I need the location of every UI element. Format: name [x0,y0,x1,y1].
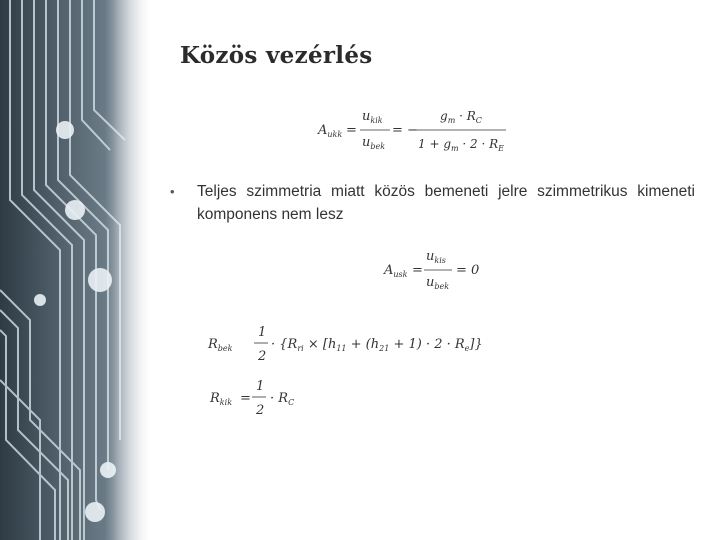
gain-diff-rhs-den-sub: m [451,144,459,153]
svg-text:1 + gm · 2 · RE [418,137,504,153]
svg-text:Ausk [383,263,408,279]
r-out-rhs-sub: C [288,398,295,407]
bullet-text: Teljes szimmetria miatt közös bemeneti jelre szimmetrikus kimeneti komponens nem lesz [197,183,695,223]
gain-diff-equation [318,106,518,158]
r-in-body3: + (h [346,337,380,352]
svg-text:Aukk [317,123,342,139]
bullet-marker: • [170,184,175,199]
gain-diff-rhs-num-sub: m [447,116,456,125]
r-in-body5: ]} [469,337,483,352]
r-in-body4: + 1) · 2 · R [389,337,465,352]
r-in-lhs-sub: bek [217,344,233,353]
gain-diff-den-sub: bek [370,142,386,151]
r-in-body: · {R [271,337,298,352]
r-in-body3-sub: 21 [379,344,390,353]
gain-common-num-sub: kis [434,256,446,265]
r-in-body-sub: ri [297,344,304,353]
svg-text:Rbek [207,337,233,353]
r-in-equation [208,324,483,370]
r-out-lhs: R [210,391,220,406]
r-in-frac-den: 2 [258,349,267,364]
gain-diff-eq: = [346,123,357,138]
svg-text:· {Rri × [h11 + (h21 + 1) · 2 [271,337,483,353]
gain-diff-rhs-den-rest-sub: E [498,144,504,153]
slide-title: Közös vezérlés [180,42,373,69]
r-out-equation [210,378,320,424]
gain-diff-den-u: u [362,135,371,150]
gain-common-rhs: = 0 [456,263,480,278]
svg-text:ubek [362,135,385,151]
r-out-rhs: · R [270,391,289,406]
svg-text:ukis [426,249,446,265]
gain-diff-lhs-sub: ukk [327,130,343,139]
r-in-body2-sub: 11 [336,344,347,353]
svg-text:ukik [362,109,383,125]
gain-diff-rhs-num: g [440,109,448,123]
gain-common-lhs: A [384,263,394,278]
svg-text:· RC [270,391,294,407]
gain-common-lhs-sub: usk [393,270,408,279]
gain-diff-neg: = − [392,123,418,138]
r-in-frac-num: 1 [258,325,267,340]
r-out-eq: = [240,391,251,406]
bullet-item [170,180,695,226]
gain-diff-rhs-num-rest: · R [455,109,476,123]
r-in-body4-sub: e [464,344,470,353]
gain-common-eq: = [412,263,423,278]
gain-diff-rhs-num-rest-sub: C [475,116,482,125]
r-out-lhs-sub: kik [219,398,233,407]
r-in-lhs: R [208,337,218,352]
svg-text:Rkik [209,391,232,407]
r-in-body2: × [h [303,337,337,352]
circuit-background-art [0,0,150,540]
r-out-frac-num: 1 [256,379,265,394]
gain-diff-rhs-den-1: 1 + g [418,137,451,151]
r-out-frac-den: 2 [256,403,265,418]
gain-diff-num-u: u [362,109,371,124]
gain-diff-lhs: A [318,123,328,138]
gain-common-equation [384,248,494,294]
gain-diff-rhs-den-rest: · 2 · R [458,137,499,151]
svg-text:gm · RC [440,109,482,125]
svg-text:ubek [426,275,449,291]
gain-common-den-u: u [426,275,435,290]
gain-diff-num-sub: kik [370,116,383,125]
gain-common-den-sub: bek [434,282,450,291]
gain-common-num-u: u [426,249,435,264]
